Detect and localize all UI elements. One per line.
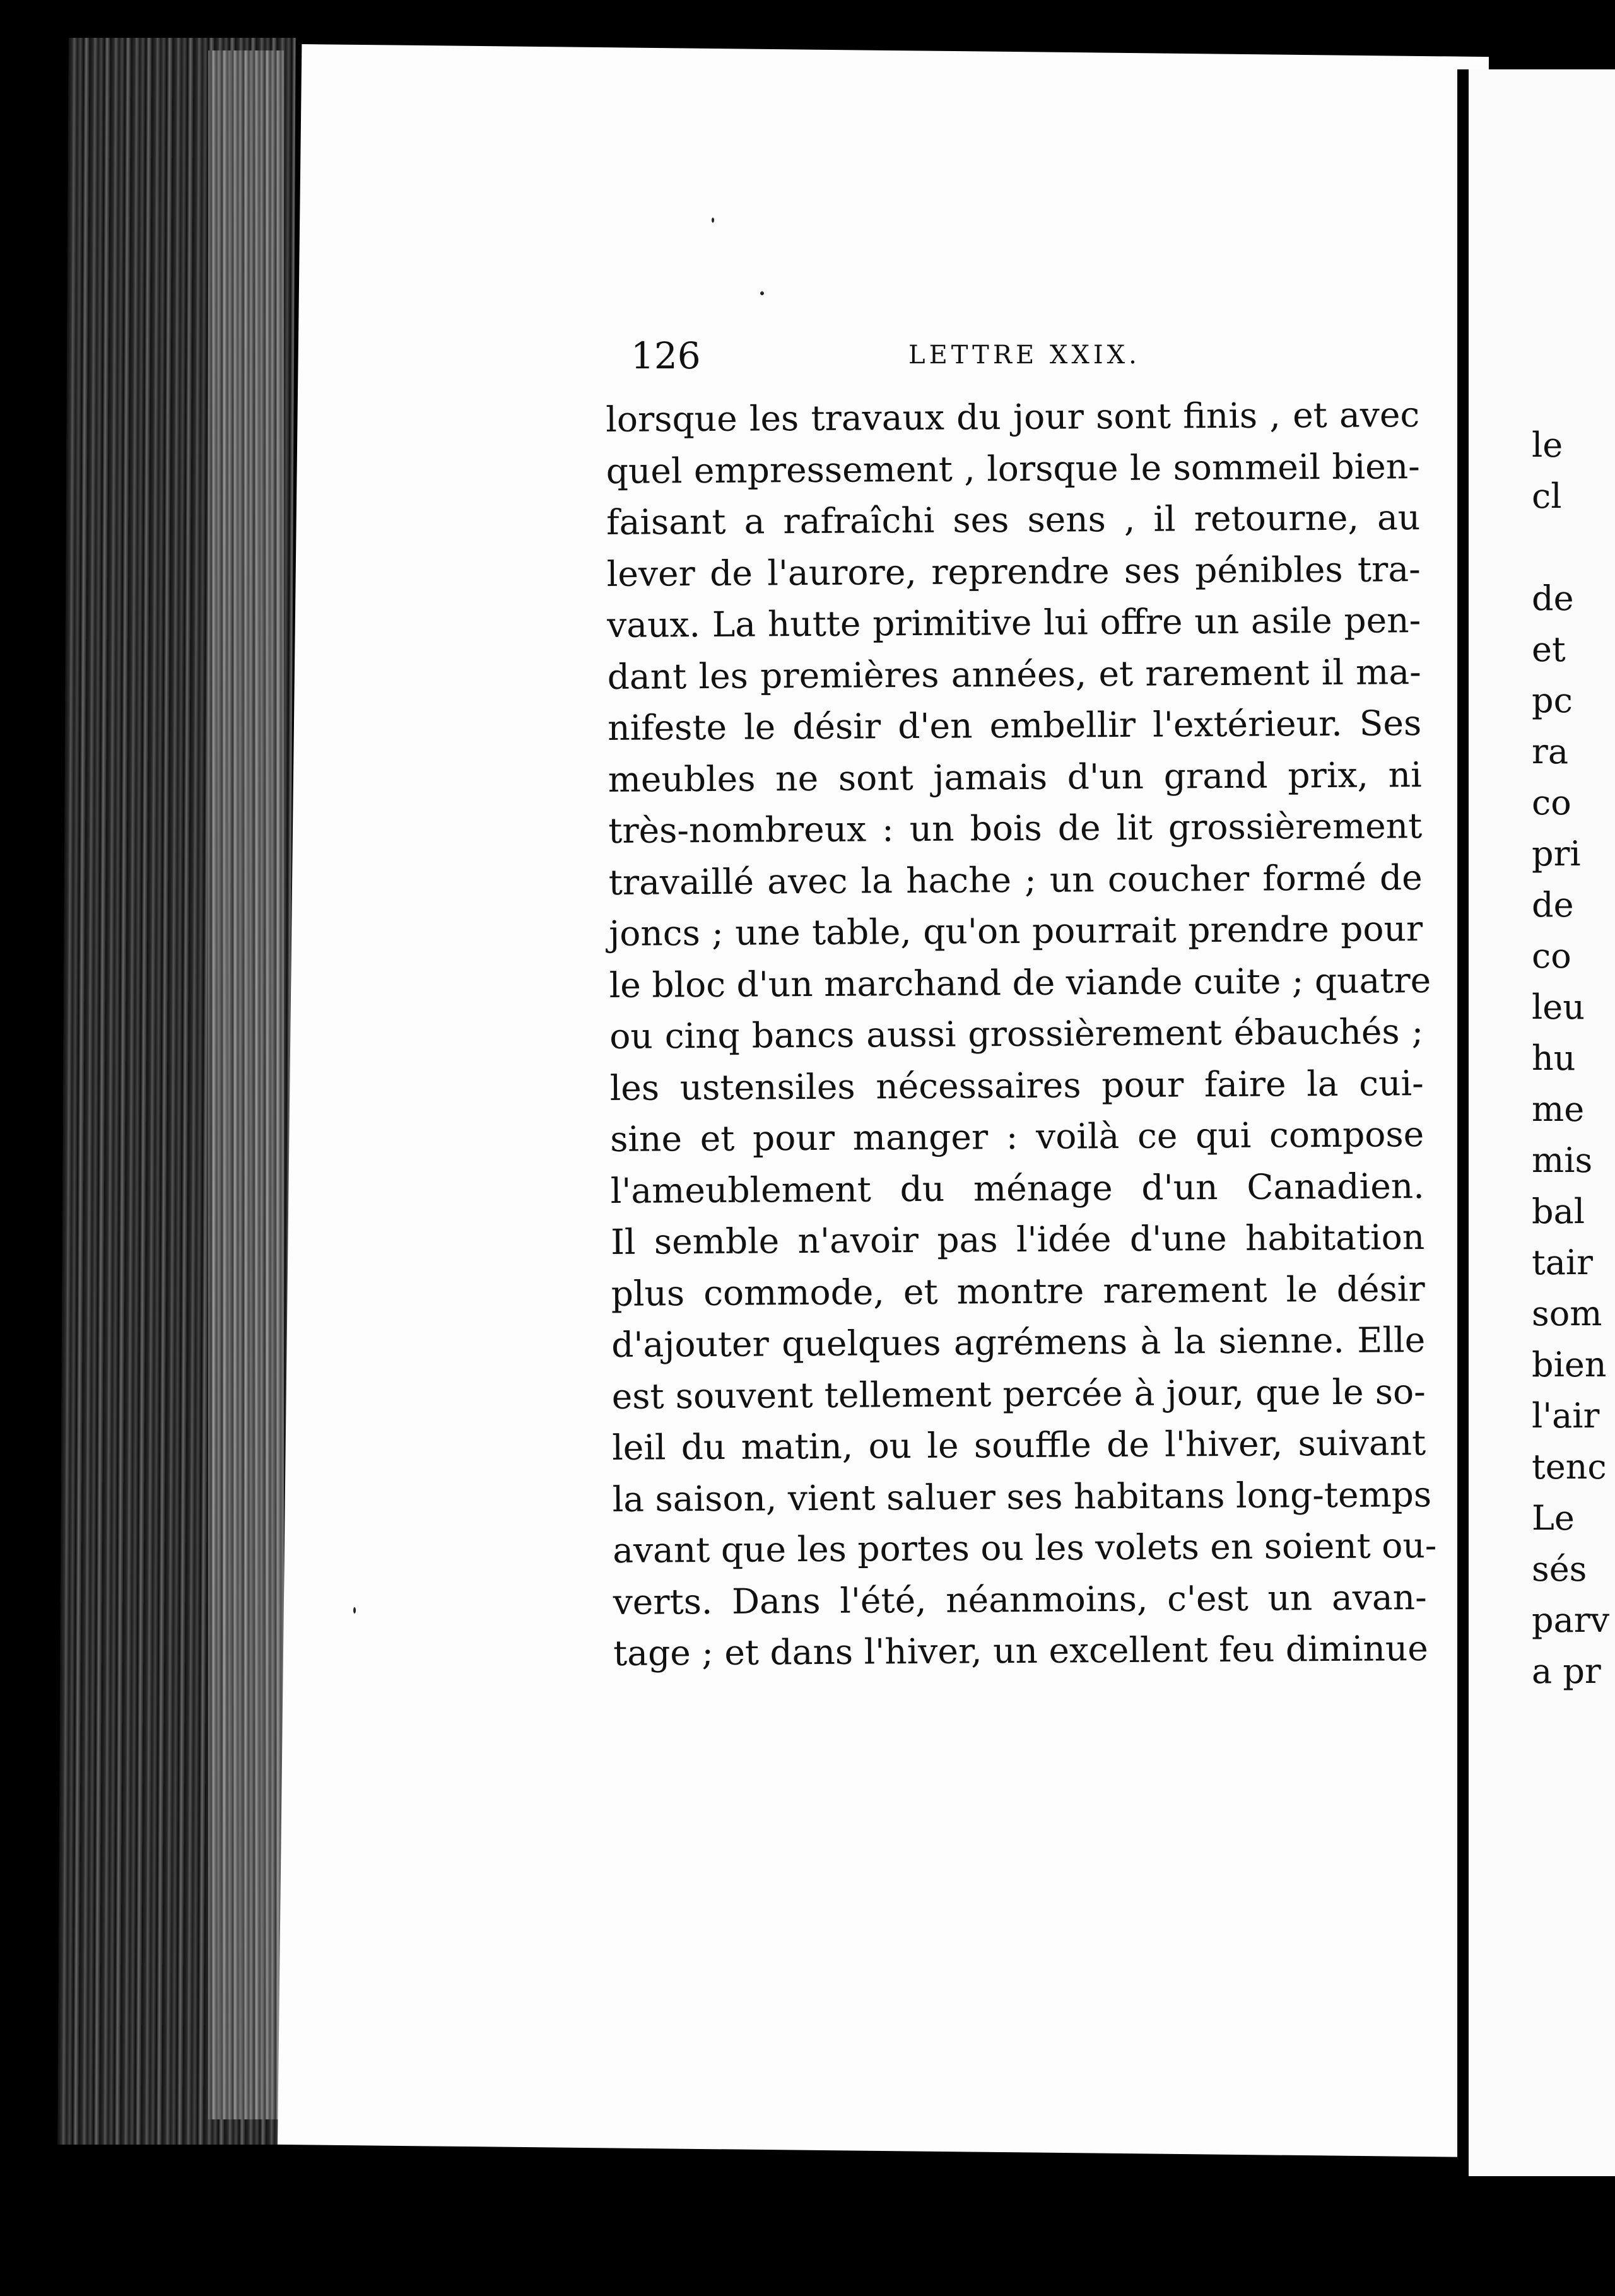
facing-text-line: mis (1532, 1140, 1593, 1180)
paper-speck (760, 291, 764, 295)
text-line: tage ; et dans l'hiver, un excellent feu diminue (613, 1628, 1429, 1673)
text-line: très-nombreux : un bois de lit grossièrement (608, 805, 1423, 851)
facing-text-line: tair (1532, 1243, 1593, 1282)
running-head: LETTRE XXIX. (908, 341, 1141, 370)
text-line: leil du matin, ou le souffle de l'hiver, suivant (612, 1422, 1426, 1468)
facing-text-line: bal (1532, 1192, 1585, 1231)
text-line: lorsque les travaux du jour sont finis , et avec (606, 394, 1420, 440)
facing-text-line: et (1532, 630, 1566, 669)
text-line: lever de l'aurore, reprendre ses pénibles tra- (606, 548, 1421, 594)
text-line: meubles ne sont jamais d'un grand prix, ni (608, 754, 1422, 800)
paper-speck (353, 1607, 356, 1614)
facing-text-line: Le (1532, 1498, 1575, 1538)
facing-text-line: tenc (1532, 1447, 1607, 1487)
text-line: avant que les portes ou les volets en soient ou- (613, 1525, 1437, 1571)
facing-text-line: sés (1532, 1549, 1587, 1589)
facing-text-line: leu (1532, 987, 1585, 1027)
text-line: travaillé avec la hache ; un coucher formé de (608, 857, 1423, 903)
page-header (631, 334, 1148, 385)
text-line: le bloc d'un marchand de viande cuite ; quatre (609, 959, 1431, 1005)
text-line: l'ameublement du ménage d'un Canadien. (610, 1165, 1424, 1211)
text-line: la saison, vient saluer ses habitans long-temps (612, 1473, 1432, 1520)
facing-text-line: hu (1532, 1038, 1576, 1078)
facing-text-line (1532, 522, 1601, 573)
facing-text-line: co (1532, 936, 1571, 976)
book-page-edges-highlight (208, 50, 284, 2119)
text-line: dant les premières années, et rarement il ma- (607, 651, 1421, 697)
text-line: verts. Dans l'été, néanmoins, c'est un avan- (613, 1576, 1427, 1622)
facing-text-line: cl (1532, 476, 1562, 516)
text-line: quel empressement , lorsque le sommeil bien- (606, 445, 1420, 491)
text-line: d'ajouter quelques agrémens à la sienne. Elle (611, 1320, 1426, 1365)
text-line: les ustensiles nécessaires pour faire la cui- (609, 1062, 1424, 1108)
facing-text-line: le (1532, 425, 1563, 465)
facing-text-line: de (1532, 578, 1574, 618)
facing-text-line: ra (1532, 732, 1569, 771)
paper-speck (712, 218, 714, 223)
facing-text-line: bien (1532, 1345, 1607, 1385)
facing-text-line: l'air (1532, 1396, 1600, 1436)
facing-text-line: co (1532, 783, 1571, 823)
facing-text-line: parv (1532, 1600, 1610, 1640)
facing-text-line: som (1532, 1294, 1602, 1333)
body-text (606, 389, 1437, 1679)
text-line: sine et pour manger : voilà ce qui compose (610, 1114, 1424, 1159)
text-line: est souvent tellement percée à jour, que le so- (611, 1371, 1426, 1417)
facing-text-line: pc (1532, 681, 1573, 720)
facing-text-line: de (1532, 885, 1574, 925)
page-number: 126 (631, 334, 701, 377)
text-line: vaux. La hutte primitive lui offre un asile pen- (607, 600, 1421, 645)
text-line: nifeste le désir d'en embellir l'extérieur. Ses (608, 703, 1422, 748)
facing-text-line: me (1532, 1089, 1585, 1129)
facing-text-line: pri (1532, 834, 1581, 874)
text-line: ou cinq bancs aussi grossièrement ébauchés ; (609, 1011, 1424, 1057)
facing-text-line: a pr (1532, 1651, 1601, 1691)
text-line: joncs ; une table, qu'on pourrait prendre pour (609, 908, 1423, 954)
text-line: plus commode, et montre rarement le désir (611, 1268, 1425, 1314)
facing-page-text (1532, 419, 1610, 1697)
text-line: Il semble n'avoir pas l'idée d'une habitation (611, 1217, 1425, 1262)
text-line: faisant a rafraîchi ses sens , il retourne, au (606, 497, 1421, 542)
